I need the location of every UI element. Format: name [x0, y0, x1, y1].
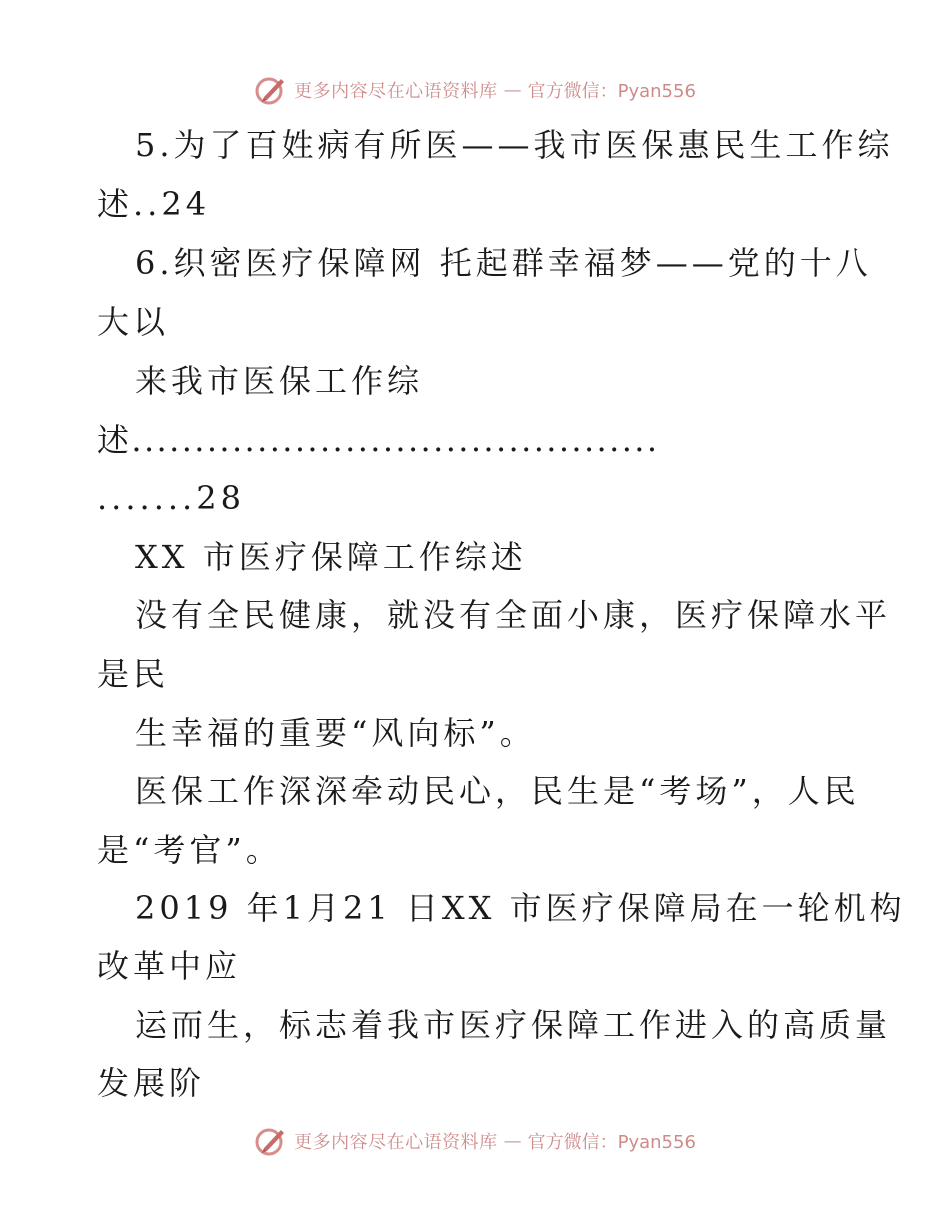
section-title: XX 市医疗保障工作综述: [135, 538, 527, 576]
quill-pen-logo-icon: [254, 1124, 288, 1158]
toc-entry-6: 6.织密医疗保障网 托起群幸福梦——党的十八: [135, 244, 872, 282]
toc-entry-5: 5.为了百姓病有所医——我市医保惠民生工作综: [135, 126, 894, 164]
paragraph-line: 是“考官”。: [97, 831, 282, 869]
toc-entry-6-continued: 大以: [97, 303, 170, 341]
watermark-text: 更多内容尽在心语资料库: [294, 1132, 498, 1153]
toc-entry-6-leader: 述..........................................: [97, 421, 660, 459]
paragraph-line: 2019 年1月21 日XX 市医疗保障局在一轮机构: [135, 889, 906, 927]
watermark-separator: —: [503, 1130, 522, 1152]
watermark-separator: —: [503, 79, 522, 101]
watermark-wechat: 官方微信：Pyan556: [527, 81, 696, 102]
paragraph-line: 医保工作深深牵动民心，民生是“考场”，人民: [135, 772, 860, 810]
paragraph-line: 是民: [97, 655, 170, 693]
paragraph-line: 生幸福的重要“风向标”。: [135, 714, 536, 752]
paragraph-line: 改革中应: [97, 947, 242, 985]
watermark-wechat: 官方微信：Pyan556: [527, 1132, 696, 1153]
paragraph-line: 没有全民健康，就没有全面小康，医疗保障水平: [135, 596, 892, 634]
watermark-text: 更多内容尽在心语资料库: [294, 81, 498, 102]
toc-entry-6-line-3: 来我市医保工作综: [135, 362, 424, 400]
toc-entry-5-continued: 述..24: [97, 185, 211, 223]
paragraph-line: 发展阶: [97, 1064, 206, 1102]
toc-entry-6-page: .......28: [97, 479, 245, 517]
paragraph-line: 运而生，标志着我市医疗保障工作进入的高质量: [135, 1006, 892, 1044]
footer-watermark: [0, 1123, 950, 1159]
